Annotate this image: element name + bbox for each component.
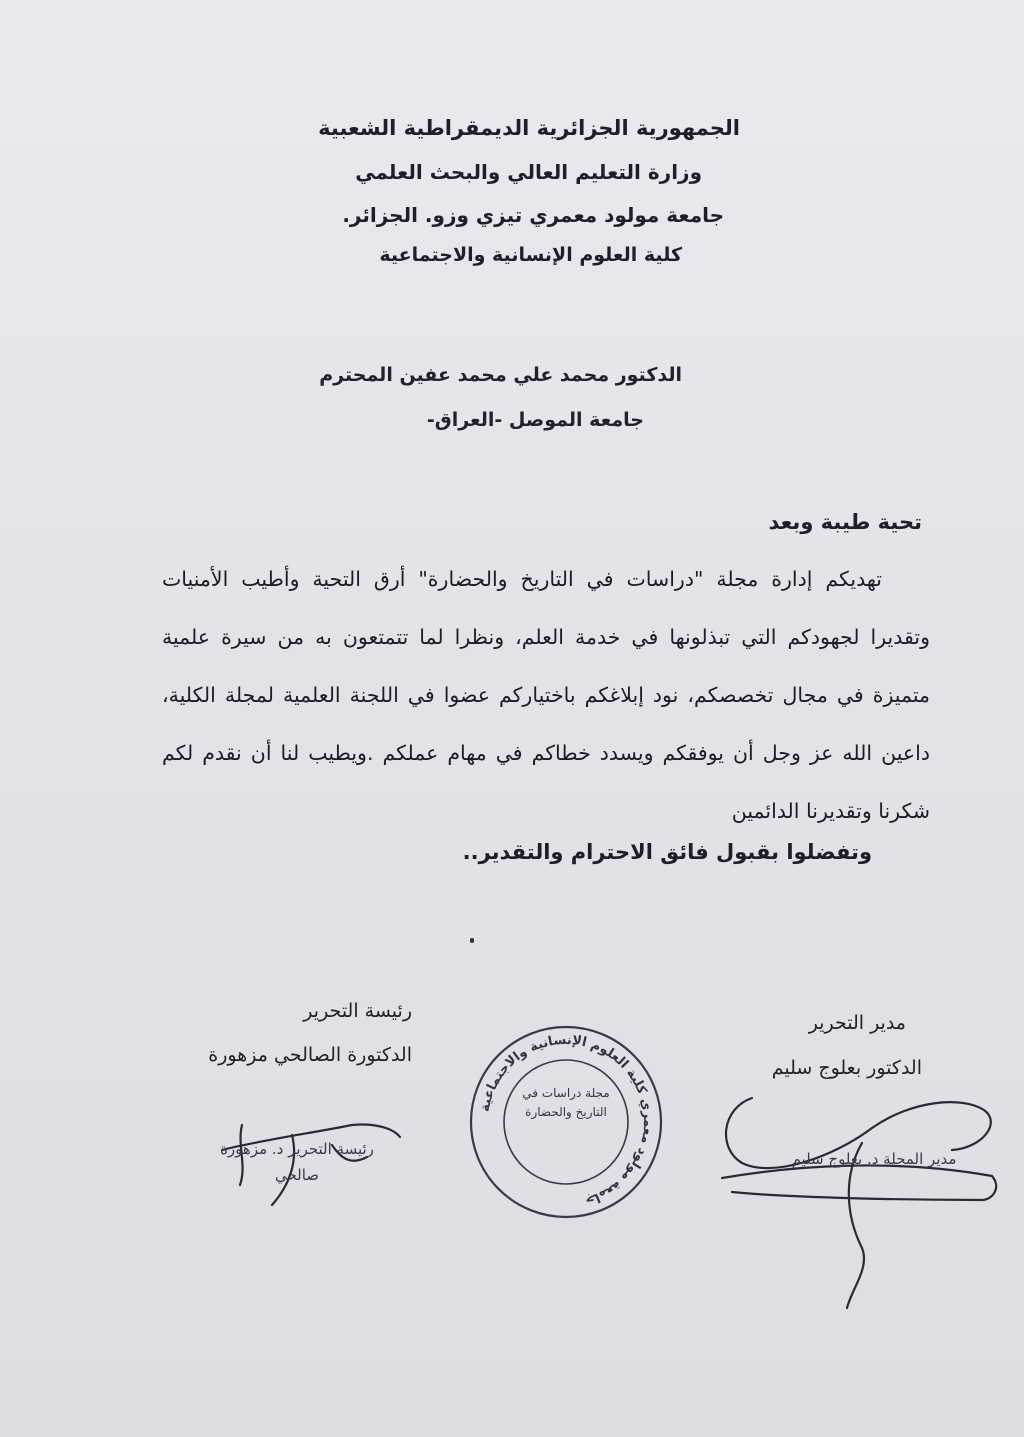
header-university: جامعة مولود معمري تيزي وزو. الجزائر. [342, 203, 724, 227]
editor-in-chief-title: رئيسة التحرير [303, 1000, 412, 1022]
editor-manager-name: الدكتور بعلوج سليم [771, 1057, 922, 1079]
greeting: تحية طيبة وبعد [768, 510, 922, 534]
header-faculty: كلية العلوم الإنسانية والاجتماعية [379, 244, 682, 266]
seal-ring-text: جامعة مولود معمري كلية العلوم الإنسانية والاجتماعية [477, 1032, 656, 1209]
closing-line: وتفضلوا بقبول فائق الاحترام والتقدير.. [462, 840, 872, 864]
addressee-name: الدكتور محمد علي محمد عفين المحترم [319, 364, 682, 386]
letter-body: تهديكم إدارة مجلة "دراسات في التاريخ والحضارة" أرق التحية وأطيب الأمنيات وتقديرا لجهودكم التي تبذلونها في خدمة العلم، ونظرا لما تتمتعون به من سيرة علمية متميزة في مجال تخصصكم، نود إبلاغكم باختياركم عضوا في اللجنة العلمية لمجلة الكلية، داعين الله عز وجل أن يوفقكم ويسدد خطاكم في مهام عملكم .ويطيب لنا أن نقدم لكم شكرنا وتقديرنا الدائمين [162, 567, 930, 823]
editor-manager-signature [712, 1088, 1002, 1318]
seal-center-text: مجلة دراسات في التاريخ والحضارة [522, 1086, 610, 1119]
ink-dot [470, 938, 474, 943]
university-seal [466, 1022, 666, 1222]
editor-manager-title: مدير التحرير [808, 1012, 906, 1034]
header-ministry: وزارة التعليم العالي والبحث العلمي [355, 160, 702, 184]
editor-in-chief-name: الدكتورة الصالحي مزهورة [208, 1044, 412, 1066]
editor-manager-stamp-text: مدير المجلة د. بعلوج سليم [791, 1150, 957, 1168]
editor-in-chief-stamp-text: رئيسة التحرير د. مزهورة صالحي [220, 1140, 374, 1184]
addressee-institution: جامعة الموصل -العراق- [426, 409, 644, 431]
header-republic: الجمهورية الجزائرية الديمقراطية الشعبية [318, 116, 740, 140]
